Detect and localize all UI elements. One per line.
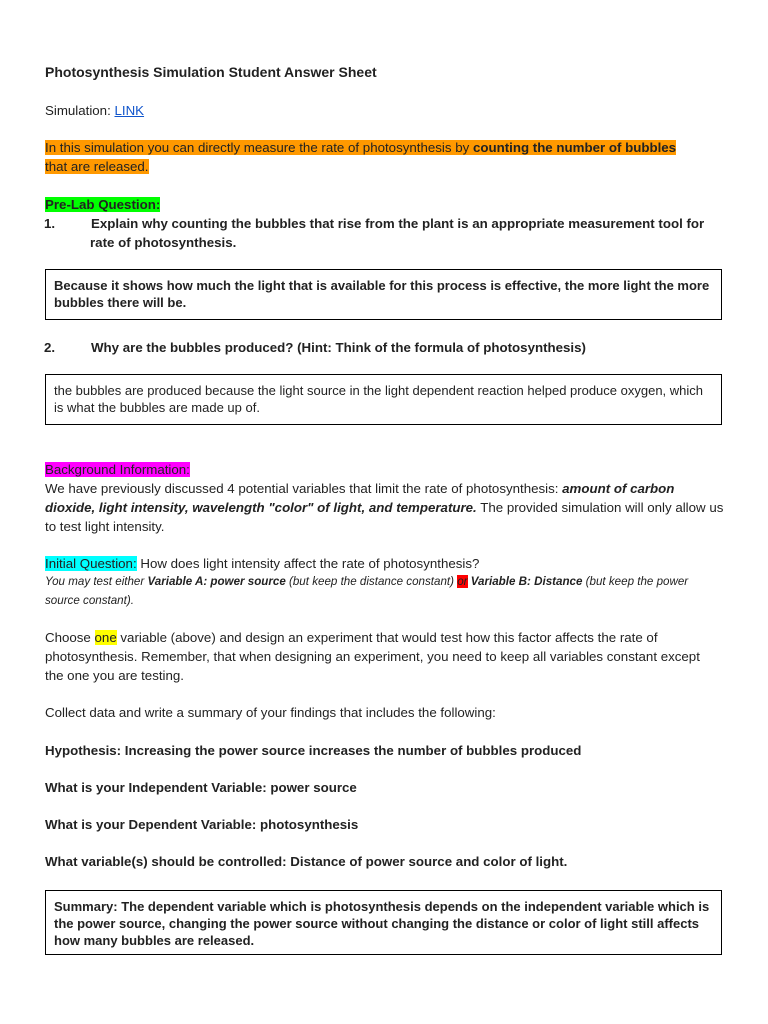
question-2-number: 2.: [44, 340, 56, 355]
summary-box[interactable]: Summary: The dependent variable which is photosynthesis depends on the independent variable which is the power source, changing the power source without changing the distance or color of light still affects how many bubbles are released.: [45, 890, 722, 955]
background-variables: amount of carbon dioxide, light intensity, wavelength "color" of light, and temperature.: [45, 481, 675, 515]
intro-paragraph: [45, 138, 720, 176]
prelab-heading-line: [45, 195, 720, 214]
test-prefix: You may test either: [45, 575, 148, 588]
simulation-line: [45, 101, 720, 120]
collect-instructions: Collect data and write a summary of your findings that includes the following:: [45, 705, 496, 720]
choose-one: one: [94, 630, 117, 645]
independent-variable-line: What is your Independent Variable: power source: [45, 780, 357, 795]
question-1-text: Explain why counting the bubbles that rise from the plant is an appropriate measurement tool for rate of photosynthesis.: [90, 216, 705, 250]
variable-options: [45, 572, 725, 610]
simulation-label: Simulation:: [45, 103, 115, 118]
background-text: We have previously discussed 4 potential variables that limit the rate of photosynthesis:: [45, 481, 563, 496]
question-1-number: 1.: [44, 216, 56, 231]
background-paragraph: [45, 479, 725, 536]
answer-1-box[interactable]: Because it shows how much the light that is available for this process is effective, the more light the more bubbles there will be.: [45, 269, 722, 320]
question-2: [44, 338, 717, 357]
choose-paragraph: [45, 628, 717, 685]
hypothesis-line: Hypothesis: Increasing the power source increases the number of bubbles produced: [45, 743, 582, 758]
initial-question-text: How does light intensity affect the rate of photosynthesis?: [136, 556, 480, 571]
prelab-heading: Pre-Lab Question:: [45, 197, 161, 212]
background-heading: Background Information:: [45, 462, 190, 477]
dependent-variable-line: What is your Dependent Variable: photosynthesis: [45, 817, 359, 832]
background-end-text: The provided simulation will only allow us to test light intensity.: [45, 500, 724, 534]
or-word: or: [457, 575, 468, 588]
question-2-text: Why are the bubbles produced? (Hint: Think of the formula of photosynthesis): [91, 340, 586, 355]
initial-question-heading: Initial Question:: [45, 556, 137, 571]
controlled-variables-line: What variable(s) should be controlled: Distance of power source and color of light.: [45, 854, 568, 869]
background-heading-line: [45, 460, 720, 479]
initial-question-line: [45, 554, 720, 573]
simulation-link[interactable]: LINK: [114, 103, 145, 118]
intro-text: In this simulation you can directly measure the rate of photosynthesis by: [45, 140, 473, 155]
choose-pre: Choose: [45, 630, 95, 645]
intro-end-text: that are released.: [45, 159, 149, 174]
question-1: [44, 214, 717, 252]
intro-bold-text: counting the number of bubbles: [472, 140, 677, 155]
answer-2-box[interactable]: the bubbles are produced because the light source in the light dependent reaction helped produce oxygen, which is what the bubbles are made up of.: [45, 374, 722, 425]
variable-b: Variable B: Distance: [467, 575, 583, 588]
page-title: Photosynthesis Simulation Student Answer Sheet: [45, 64, 377, 80]
variable-b-note: (but keep the power source constant).: [45, 575, 689, 607]
variable-a: Variable A: power source: [147, 575, 286, 588]
choose-post: variable (above) and design an experiment that would test how this factor affects the rate of photosynthesis. Remember, that when designing an experiment, you need to keep all variables constant except the one you are testing.: [45, 630, 700, 683]
variable-a-note: (but keep the distance constant): [285, 575, 458, 588]
